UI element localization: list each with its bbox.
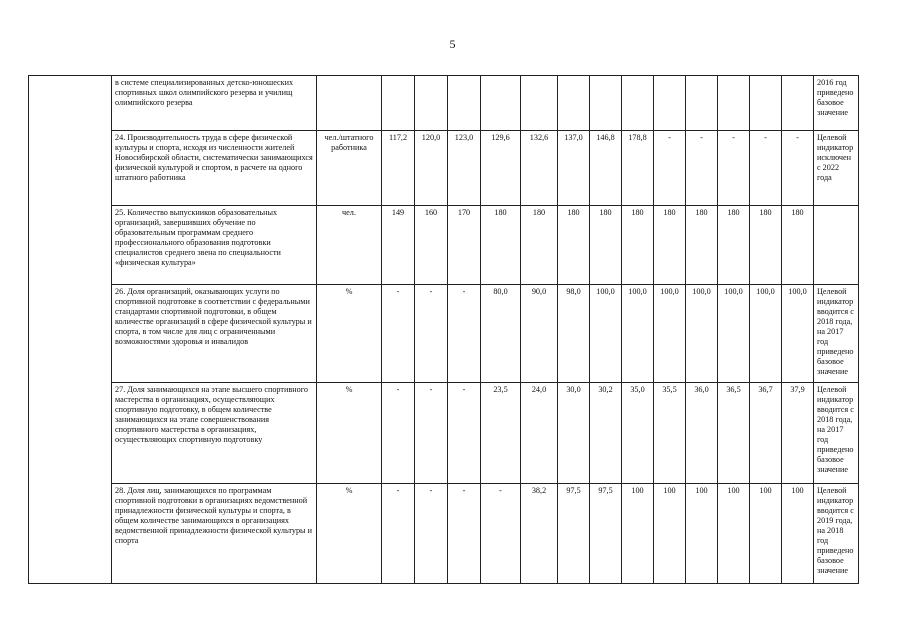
value-cell: 100 [686, 484, 718, 584]
value-cell [382, 76, 415, 131]
value-cell: - [686, 131, 718, 206]
value-cell: - [448, 383, 481, 484]
value-cell: 36,0 [686, 383, 718, 484]
indicator-name: 25. Количество выпускников образовательных организаций, завершивших обучение по образовательным программам среднего профессионального образования подготовки специалистов среднего звена по специальности «физическая культура» [112, 206, 317, 285]
value-cell [481, 76, 521, 131]
indicators-table [28, 75, 859, 584]
note-cell: Целевой индикатор исключен с 2022 года [814, 131, 859, 206]
value-cell [415, 76, 448, 131]
value-cell: 180 [521, 206, 558, 285]
value-cell: 100 [654, 484, 686, 584]
value-cell: 23,5 [481, 383, 521, 484]
value-cell [590, 76, 622, 131]
value-cell: 30,2 [590, 383, 622, 484]
value-cell: 146,8 [590, 131, 622, 206]
value-cell: - [382, 484, 415, 584]
unit-cell: % [317, 383, 382, 484]
value-cell: - [448, 484, 481, 584]
value-cell: 30,0 [558, 383, 590, 484]
note-cell: Целевой индикатор вводится с 2018 года, на 2017 год приведено базовое значение [814, 383, 859, 484]
value-cell: 36,5 [718, 383, 750, 484]
value-cell [558, 76, 590, 131]
value-cell [782, 76, 814, 131]
value-cell: 38,2 [521, 484, 558, 584]
table-row [29, 484, 859, 584]
value-cell: 180 [686, 206, 718, 285]
table-row [29, 131, 859, 206]
value-cell: - [718, 131, 750, 206]
value-cell: 180 [481, 206, 521, 285]
value-cell: 117,2 [382, 131, 415, 206]
table-row [29, 206, 859, 285]
value-cell: 137,0 [558, 131, 590, 206]
value-cell: 123,0 [448, 131, 481, 206]
value-cell: 132,6 [521, 131, 558, 206]
value-cell: 100 [622, 484, 654, 584]
value-cell: 100 [750, 484, 782, 584]
value-cell: 35,5 [654, 383, 686, 484]
value-cell: 180 [590, 206, 622, 285]
note-cell: Целевой индикатор вводится с 2018 года, на 2017 год приведено базовое значение [814, 285, 859, 383]
value-cell: 100 [782, 484, 814, 584]
value-cell: 160 [415, 206, 448, 285]
value-cell: 37,9 [782, 383, 814, 484]
value-cell: - [782, 131, 814, 206]
value-cell: - [750, 131, 782, 206]
value-cell [622, 76, 654, 131]
indicator-name: 24. Производительность труда в сфере физической культуры и спорта, исходя из численности жителей Новосибирской области, систематически занимающихся физической культурой и спортом, в расчете на одного штатного работника [112, 131, 317, 206]
value-cell [686, 76, 718, 131]
indicator-name: 27. Доля занимающихся на этапе высшего спортивного мастерства в организациях, осуществляющих спортивную подготовку, в общем количестве занимающихся на этапе совершенствования спортивного мастерства в организациях, осуществляющих спортивную подготовку [112, 383, 317, 484]
table-row [29, 383, 859, 484]
value-cell [448, 76, 481, 131]
unit-cell: чел./штатного работника [317, 131, 382, 206]
value-cell [654, 76, 686, 131]
value-cell: - [448, 285, 481, 383]
indicator-name: 28. Доля лиц, занимающихся по программам спортивной подготовки в организациях ведомственной принадлежности физической культуры и спорта, в общем количестве занимающихся в организациях ведомственной принадлежности физической культуры и спорта [112, 484, 317, 584]
note-cell: 2016 год приведено базовое значение [814, 76, 859, 131]
indicator-name: в системе специализированных детско-юношеских спортивных школ олимпийского резерва и училищ олимпийского резерва [112, 76, 317, 131]
value-cell: 100,0 [686, 285, 718, 383]
value-cell: 100,0 [782, 285, 814, 383]
value-cell: 120,0 [415, 131, 448, 206]
value-cell [750, 76, 782, 131]
value-cell: 180 [718, 206, 750, 285]
value-cell [718, 76, 750, 131]
value-cell: 97,5 [590, 484, 622, 584]
unit-cell: чел. [317, 206, 382, 285]
value-cell: 100,0 [590, 285, 622, 383]
value-cell: - [415, 383, 448, 484]
unit-cell [317, 76, 382, 131]
value-cell: 129,6 [481, 131, 521, 206]
value-cell: 80,0 [481, 285, 521, 383]
table-row [29, 76, 859, 131]
value-cell: 178,8 [622, 131, 654, 206]
value-cell: 180 [654, 206, 686, 285]
value-cell [521, 76, 558, 131]
table-row [29, 285, 859, 383]
value-cell: 180 [750, 206, 782, 285]
value-cell: - [415, 484, 448, 584]
indicator-name: 26. Доля организаций, оказывающих услуги по спортивной подготовке в соответствии с федеральными стандартами спортивной подготовки, в общем количестве организаций в сфере физической культуры и спорта, в том числе для лиц с ограниченными возможностями здоровья и инвалидов [112, 285, 317, 383]
value-cell: 35,0 [622, 383, 654, 484]
value-cell: - [481, 484, 521, 584]
note-cell: Целевой индикатор вводится с 2019 года, на 2018 год приведено базовое значение [814, 484, 859, 584]
value-cell: 97,5 [558, 484, 590, 584]
program-column-cell [29, 76, 112, 584]
value-cell: - [415, 285, 448, 383]
value-cell: 36,7 [750, 383, 782, 484]
page-number: 5 [449, 37, 456, 51]
value-cell: 24,0 [521, 383, 558, 484]
value-cell: - [654, 131, 686, 206]
note-cell [814, 206, 859, 285]
value-cell: 180 [622, 206, 654, 285]
value-cell: 100,0 [622, 285, 654, 383]
value-cell: 149 [382, 206, 415, 285]
value-cell: 98,0 [558, 285, 590, 383]
value-cell: 100,0 [654, 285, 686, 383]
value-cell: 180 [782, 206, 814, 285]
value-cell: - [382, 383, 415, 484]
value-cell: 100,0 [750, 285, 782, 383]
unit-cell: % [317, 484, 382, 584]
value-cell: 100,0 [718, 285, 750, 383]
value-cell: - [382, 285, 415, 383]
unit-cell: % [317, 285, 382, 383]
value-cell: 170 [448, 206, 481, 285]
value-cell: 90,0 [521, 285, 558, 383]
value-cell: 100 [718, 484, 750, 584]
value-cell: 180 [558, 206, 590, 285]
